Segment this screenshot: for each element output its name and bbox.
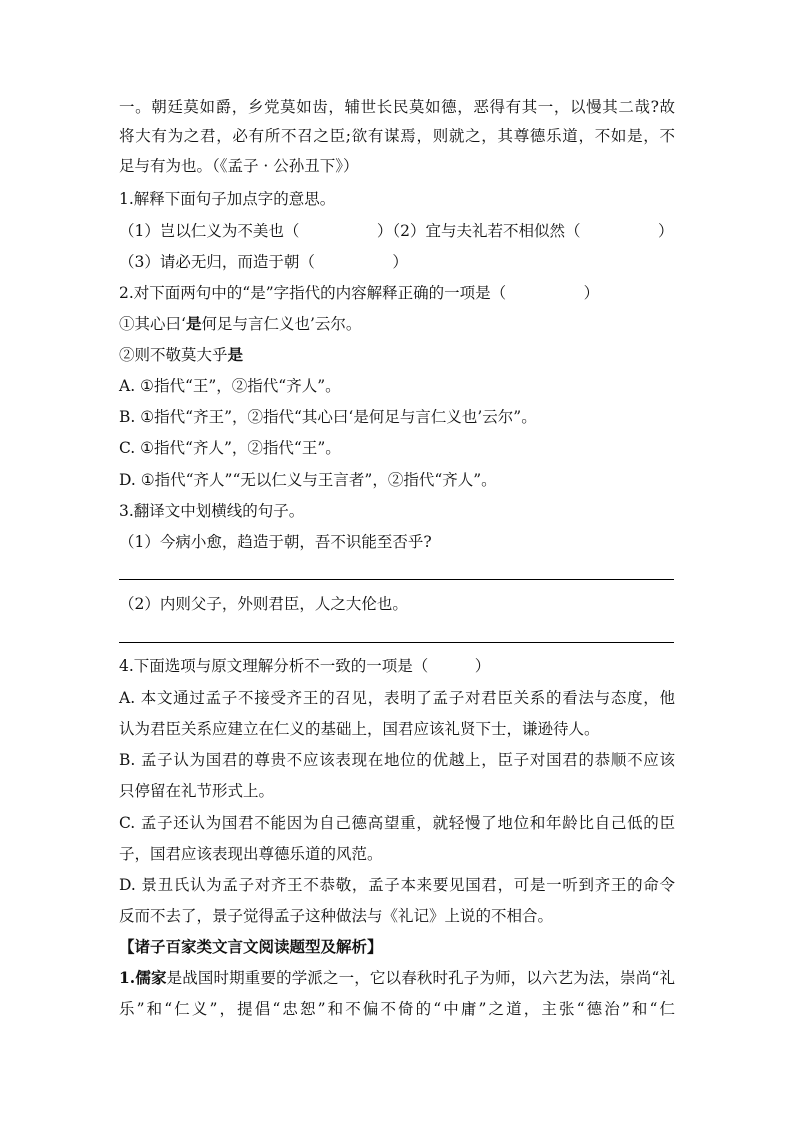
q2-sentence-1 (119, 313, 675, 335)
q2-sentence-1-prefix: ①其心曰‘ (119, 315, 186, 333)
q4-option-c-line-1: C. 孟子还认为国君不能因为自己德高望重，就轻慢了地位和年龄比自己低的臣 (119, 814, 675, 832)
q2-option-d: D. ①指代“齐人”“无以仁义与王言者”，②指代“齐人”。 (119, 471, 497, 489)
q4-option-d-line-2: 反而不去了，景子觉得孟子这种做法与《礼记》上说的不相合。 (119, 907, 554, 925)
paragraph-number: 1. (119, 968, 136, 987)
answer-line-2 (119, 642, 674, 643)
passage-citation: 足与有为也。（《孟子 · 公孙丑下》） (119, 157, 359, 175)
q4-option-a-line-1: A. 本文通过孟子不接受齐王的召见，表明了孟子对君臣关系的看法与态度，他 (119, 689, 675, 707)
q2-sentence-2 (119, 344, 675, 366)
q1-stem: 1.解释下面句子加点字的意思。 (119, 190, 336, 208)
q4-option-d-line-1: D. 景丑氏认为孟子对齐王不恭敬，孟子本来要见国君，可是一听到齐王的命令 (119, 876, 675, 894)
q3-item-2: （2）内则父子，外则君臣，人之大伦也。 (119, 595, 408, 613)
q3-item-1: （1）今病小愈，趋造于朝，吾不识能至否乎? (119, 533, 432, 551)
q4-option-a-line-2: 认为君臣关系应建立在仁义的基础上，国君应该礼贤下士，谦逊待人。 (119, 720, 600, 738)
section-paragraph-line-1 (119, 967, 675, 989)
passage-line-2: 将大有为之君，必有所不召之臣;欲有谋焉，则就之，其尊德乐道，不如是，不 (119, 127, 675, 145)
q4-option-b-line-2: 只停留在礼节形式上。 (119, 782, 275, 800)
section-paragraph-line-2: 乐”和“仁义”，提倡“忠恕”和不偏不倚的“中庸”之道，主张“德治”和“仁 (119, 1000, 675, 1018)
q2-sentence-2-marked-char: 是 (227, 345, 244, 364)
section-heading: 【诸子百家类文言文阅读题型及解析】 (119, 937, 383, 956)
q2-sentence-2-prefix: ②则不敬莫大乎 (119, 346, 228, 364)
q2-stem: 2.对下面两句中的“是”字指代的内容解释正确的一项是（ ） (119, 284, 600, 302)
q2-option-b: B. ①指代“齐王”，②指代“其心曰‘是何足与言仁义也’云尔”。 (119, 408, 537, 426)
q4-stem: 4.下面选项与原文理解分析不一致的一项是（ ） (119, 657, 491, 675)
q2-sentence-1-rest: 何足与言仁义也’云尔。 (201, 315, 362, 333)
q2-option-c: C. ①指代“齐人”，②指代“王”。 (119, 439, 341, 457)
answer-line-1 (119, 579, 674, 580)
q2-sentence-1-marked-char: 是 (185, 314, 202, 333)
q4-option-c-line-2: 子，国君应该表现出尊德乐道的风范。 (119, 845, 383, 863)
q1-row-2: （3）请必无归，而造于朝（ ） (119, 253, 408, 271)
q4-option-b-line-1: B. 孟子认为国君的尊贵不应该表现在地位的优越上，臣子对国君的恭顺不应该 (119, 751, 675, 769)
passage-line-1: 一。朝廷莫如爵，乡党莫如齿，辅世长民莫如德，恶得有其一，以慢其二哉?故 (119, 98, 675, 116)
q2-option-a: A. ①指代“王”，②指代“齐人”。 (119, 377, 341, 395)
q1-row-1: （1）岂以仁义为不美也（ ）（2）宜与夫礼若不相似然（ ） (119, 222, 674, 240)
school-name: 儒家 (135, 968, 167, 987)
paragraph-line-1-rest: 是战国时期重要的学派之一，它以春秋时孔子为师，以六艺为法，崇尚“礼 (166, 969, 675, 987)
q3-stem: 3.翻译文中划横线的句子。 (119, 502, 305, 520)
